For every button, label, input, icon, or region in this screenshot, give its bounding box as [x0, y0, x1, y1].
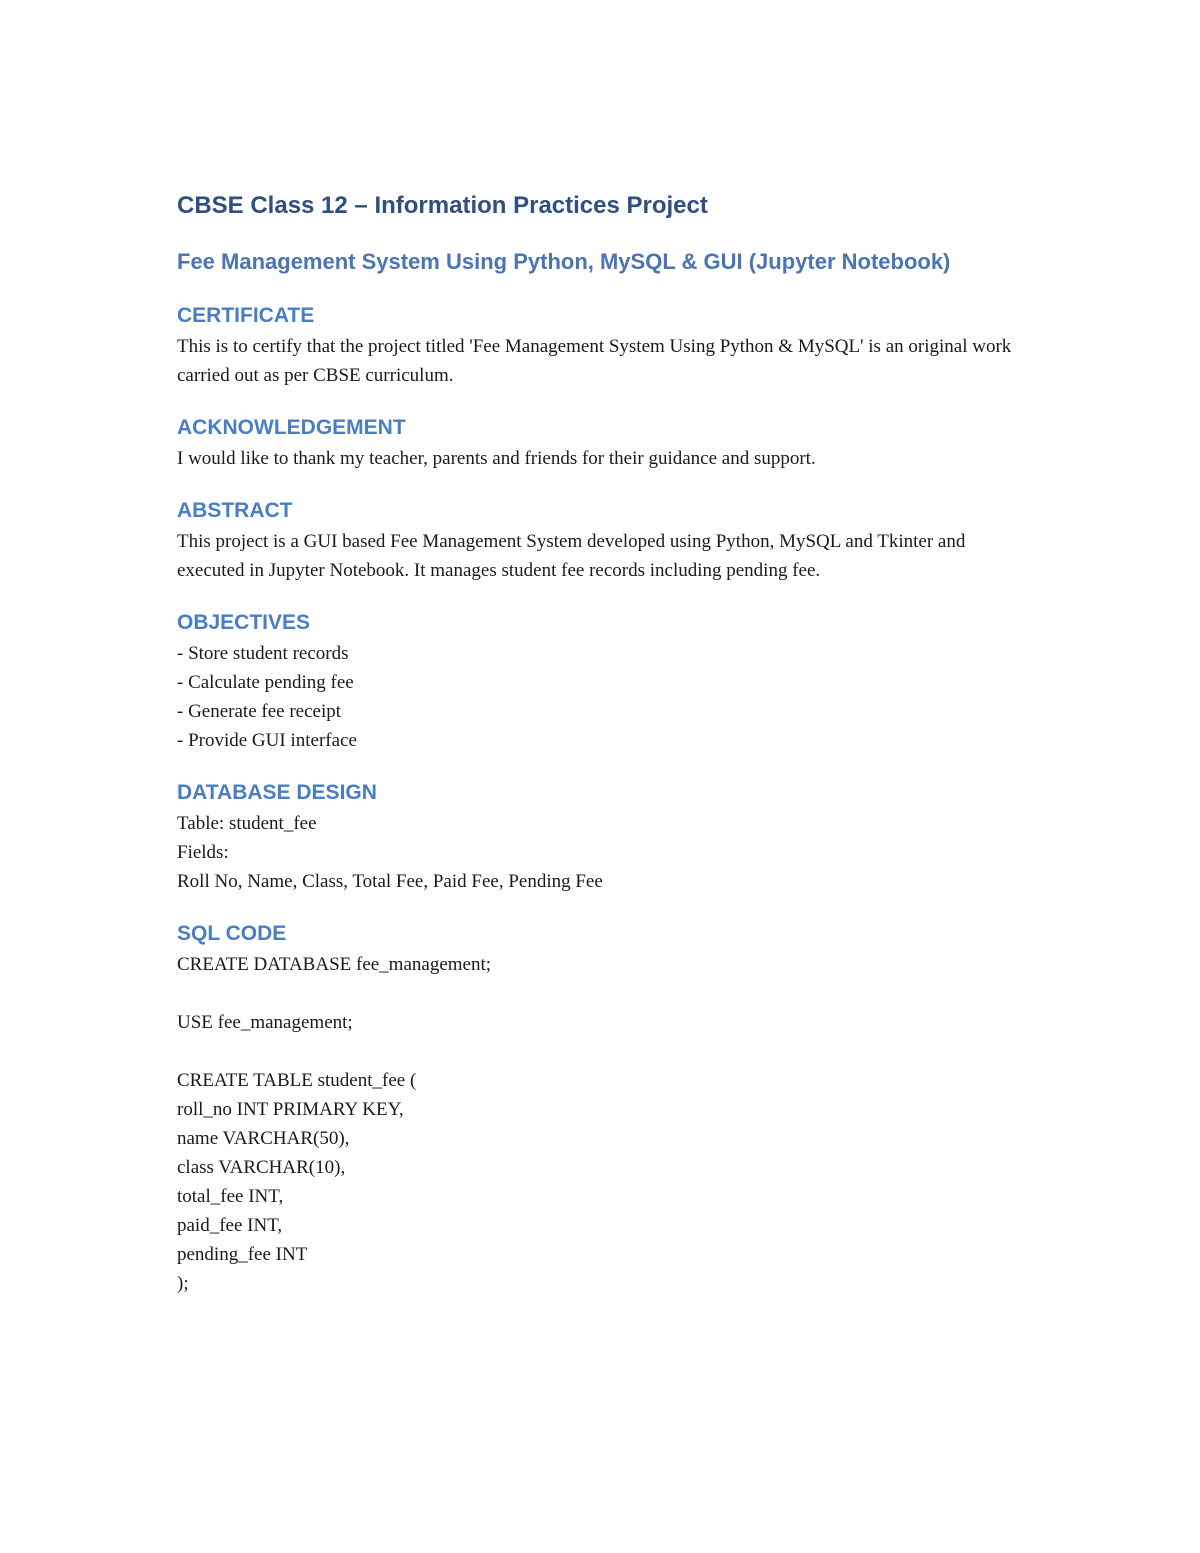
acknowledgement-heading: ACKNOWLEDGEMENT	[177, 416, 406, 439]
sql-column-total-fee: total_fee INT,	[177, 1186, 284, 1207]
acknowledgement-text: I would like to thank my teacher, parents and friends for their guidance and support.	[177, 448, 816, 469]
objective-item: - Provide GUI interface	[177, 730, 357, 751]
database-design-section	[177, 777, 1037, 896]
fields-list: Roll No, Name, Class, Total Fee, Paid Fee, Pending Fee	[177, 871, 603, 892]
document-subtitle: Fee Management System Using Python, MySQL & GUI (Jupyter Notebook)	[177, 249, 951, 274]
objectives-heading: OBJECTIVES	[177, 611, 311, 634]
document-title: CBSE Class 12 – Information Practices Project	[177, 192, 708, 219]
objective-item: - Store student records	[177, 643, 349, 664]
table-name-line: Table: student_fee	[177, 813, 317, 834]
sql-create-database: CREATE DATABASE fee_management;	[177, 954, 492, 975]
sql-column-paid-fee: paid_fee INT,	[177, 1215, 283, 1236]
document-body	[177, 190, 1037, 1298]
acknowledgement-section	[177, 412, 1037, 473]
abstract-section	[177, 495, 1037, 585]
objectives-section	[177, 607, 1037, 755]
objective-item: - Calculate pending fee	[177, 672, 354, 693]
fields-label: Fields:	[177, 842, 229, 863]
sql-use-database: USE fee_management;	[177, 1012, 353, 1033]
abstract-text: This project is a GUI based Fee Management System developed using Python, MySQL and Tkinter and executed in Jupyter Notebook. It manages student fee records including pending fee.	[177, 531, 966, 581]
blank-line	[177, 979, 1037, 1008]
sql-create-table: CREATE TABLE student_fee (	[177, 1070, 417, 1091]
sql-code-section	[177, 918, 1037, 1298]
abstract-heading: ABSTRACT	[177, 499, 293, 522]
database-design-heading: DATABASE DESIGN	[177, 781, 377, 804]
sql-code-heading: SQL CODE	[177, 922, 287, 945]
certificate-text: This is to certify that the project titled 'Fee Management System Using Python & MySQL' is an original work carried out as per CBSE curriculum.	[177, 336, 1012, 386]
sql-close-paren: );	[177, 1273, 189, 1294]
sql-column-name: name VARCHAR(50),	[177, 1128, 350, 1149]
sql-column-pending-fee: pending_fee INT	[177, 1244, 308, 1265]
sql-column-class: class VARCHAR(10),	[177, 1157, 346, 1178]
sql-column-roll: roll_no INT PRIMARY KEY,	[177, 1099, 404, 1120]
blank-line	[177, 1037, 1037, 1066]
objective-item: - Generate fee receipt	[177, 701, 342, 722]
certificate-section	[177, 300, 1037, 390]
certificate-heading: CERTIFICATE	[177, 304, 315, 327]
